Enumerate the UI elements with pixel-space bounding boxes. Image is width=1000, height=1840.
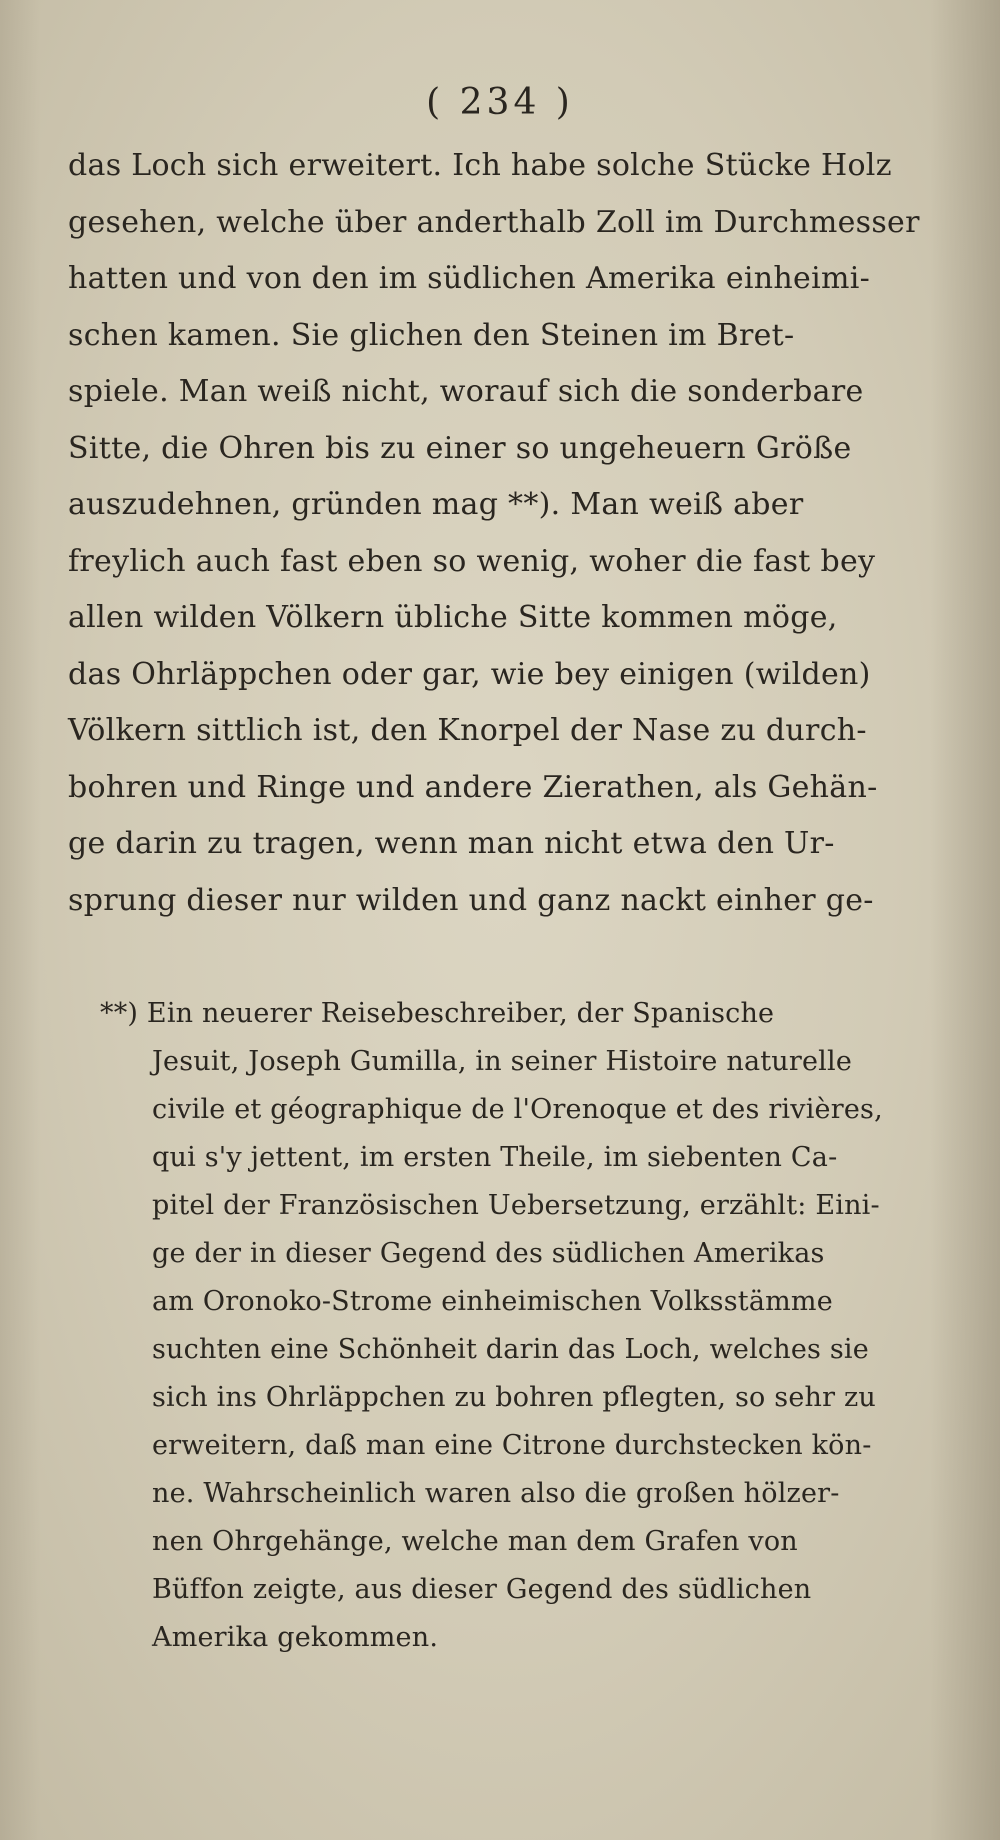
- main-text-line: hatten und von den im südlichen Amerika einheimi-: [68, 261, 871, 296]
- main-text-line: auszudehnen, gründen mag **). Man weiß aber: [68, 487, 804, 522]
- footnote-line: nen Ohrgehänge, welche man dem Grafen von: [152, 1526, 798, 1557]
- footnote-line: Büffon zeigte, aus dieser Gegend des südlichen: [152, 1574, 812, 1605]
- footnote-line: qui s'y jettent, im ersten Theile, im siebenten Ca-: [152, 1142, 838, 1173]
- page-left-edge: [0, 0, 40, 1840]
- main-text-line: freylich auch fast eben so wenig, woher die fast bey: [68, 543, 876, 579]
- main-text-line: sprung dieser nur wilden und ganz nackt einher ge-: [68, 882, 874, 918]
- main-text-line: Sitte, die Ohren bis zu einer so ungeheuern Größe: [68, 430, 852, 466]
- main-text-line: spiele. Man weiß nicht, worauf sich die sonderbare: [68, 374, 864, 409]
- footnote-line: erweitern, daß man eine Citrone durchstecken kön-: [152, 1430, 872, 1461]
- footnote-line: am Oronoko-Strome einheimischen Volksstämme: [152, 1286, 833, 1317]
- footnote-line: ne. Wahrscheinlich waren also die großen hölzer-: [152, 1478, 840, 1509]
- footnote-line: Amerika gekommen.: [152, 1622, 439, 1653]
- spine-shadow: [930, 0, 1000, 1840]
- footnote-line: suchten eine Schönheit darin das Loch, welches sie: [152, 1334, 869, 1365]
- main-text-line: ge darin zu tragen, wenn man nicht etwa den Ur-: [68, 826, 835, 861]
- main-text-line: das Loch sich erweitert. Ich habe solche Stücke Holz: [68, 148, 892, 183]
- footnote-line: Jesuit, Joseph Gumilla, in seiner Histoire naturelle: [152, 1046, 853, 1077]
- main-text-line: schen kamen. Sie glichen den Steinen im Bret-: [68, 317, 795, 353]
- page-number: ( 234 ): [426, 82, 574, 123]
- main-text-line: bohren und Ringe und andere Zierathen, als Gehän-: [68, 769, 878, 805]
- footnote-line: **) Ein neuerer Reisebeschreiber, der Spanische: [100, 998, 775, 1029]
- footnote-line: ge der in dieser Gegend des südlichen Amerikas: [152, 1238, 825, 1269]
- footnote-line: pitel der Französischen Uebersetzung, erzählt: Eini-: [152, 1190, 880, 1221]
- footnote-line: sich ins Ohrläppchen zu bohren pflegten, so sehr zu: [152, 1382, 876, 1413]
- footnote-line: civile et géographique de l'Orenoque et des rivières,: [152, 1094, 883, 1125]
- main-text-line: das Ohrläppchen oder gar, wie bey einigen (wilden): [68, 656, 871, 692]
- main-text-line: Völkern sittlich ist, den Knorpel der Nase zu durch-: [68, 713, 867, 748]
- main-text-line: gesehen, welche über anderthalb Zoll im Durchmesser: [68, 204, 920, 240]
- main-text-line: allen wilden Völkern übliche Sitte kommen möge,: [68, 600, 838, 635]
